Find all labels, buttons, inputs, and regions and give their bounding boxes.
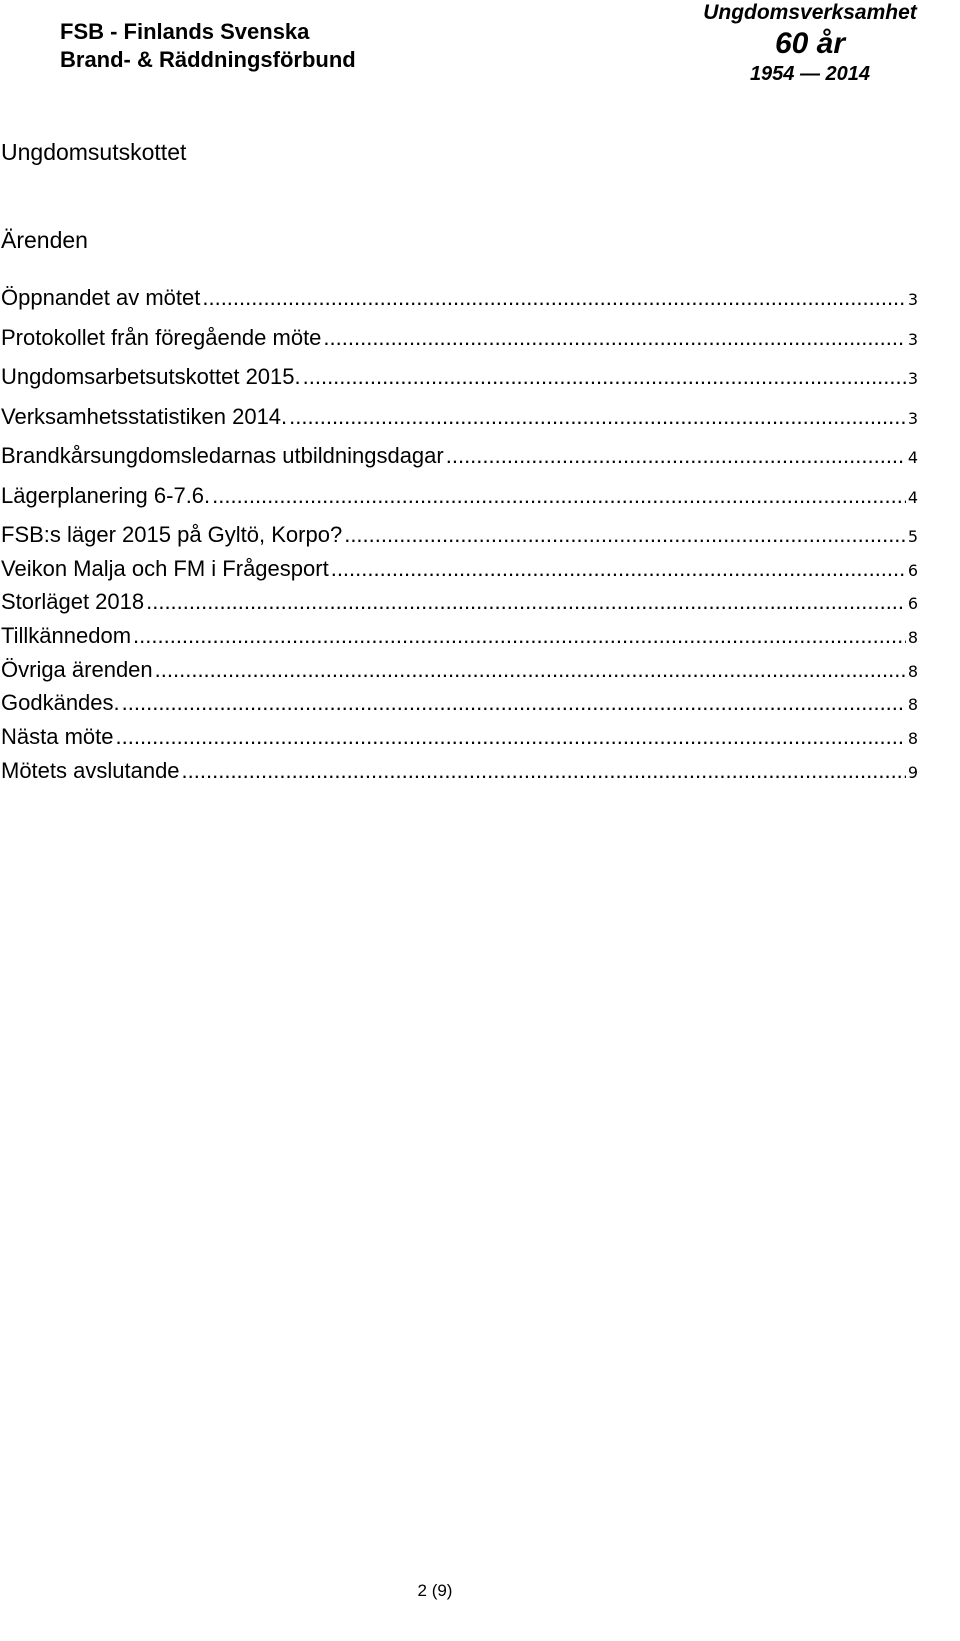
toc-entry[interactable]: [1, 588, 918, 622]
toc-entry[interactable]: [1, 284, 918, 324]
toc-entry-page: 8: [907, 661, 918, 681]
toc-entry-label: Mötets avslutande: [1, 757, 180, 783]
toc-leader-dots: [202, 284, 905, 312]
toc-entry-page: 3: [907, 329, 918, 349]
toc-entry-page: 4: [907, 487, 918, 507]
badge-line3: 1954 — 2014: [749, 63, 871, 85]
toc-entry[interactable]: [1, 555, 918, 589]
anniversary-badge: [690, 0, 930, 86]
toc-entry-label: Brandkårsungdomsledarnas utbildningsdagar: [1, 443, 444, 468]
table-of-contents: [1, 284, 918, 791]
toc-entry-label: Ungdomsarbetsutskottet 2015.: [1, 364, 301, 389]
toc-entry-label: Övriga ärenden: [1, 656, 153, 682]
toc-entry-page: 3: [907, 290, 918, 309]
toc-entry-label: Nästa möte: [1, 724, 114, 750]
toc-entry-label: FSB:s läger 2015 på Gyltö, Korpo?: [1, 522, 343, 547]
toc-entry-label: Öppnandet av mötet: [1, 285, 201, 310]
toc-entry[interactable]: [1, 656, 918, 690]
toc-leader-dots: [155, 656, 906, 684]
organization-name: [60, 18, 356, 74]
toc-entry-page: 3: [907, 369, 918, 388]
toc-entry-page: 4: [907, 448, 918, 467]
toc-entry-page: 8: [907, 729, 918, 749]
toc-entry-page: 8: [907, 628, 918, 648]
page-indicator: 2 (9): [417, 1581, 453, 1600]
toc-entry[interactable]: [1, 403, 918, 443]
toc-leader-dots: [116, 723, 906, 751]
toc-heading: Ärenden: [1, 227, 88, 253]
toc-leader-dots: [212, 482, 906, 510]
toc-entry[interactable]: [1, 723, 918, 757]
toc-entry-page: 9: [907, 762, 918, 782]
toc-entry-label: Veikon Malja och FM i Frågesport: [1, 555, 329, 581]
organization-name-line1: FSB - Finlands Svenska: [60, 19, 310, 44]
toc-entry-label: Godkändes.: [1, 690, 120, 716]
toc-entry-page: 5: [907, 527, 918, 546]
organization-name-line2: Brand- & Räddningsförbund: [60, 47, 356, 72]
toc-leader-dots: [344, 521, 906, 549]
toc-entry-label: Lägerplanering 6-7.6.: [1, 482, 211, 508]
badge-line2: 60 år: [774, 27, 846, 60]
badge-line1: Ungdomsverksamhet: [703, 1, 917, 24]
toc-entry-page: 6: [907, 594, 918, 614]
toc-leader-dots: [146, 588, 906, 616]
toc-entry-label: Storläget 2018: [1, 589, 145, 615]
toc-entry[interactable]: [1, 482, 918, 522]
toc-leader-dots: [122, 689, 906, 717]
toc-leader-dots: [289, 403, 906, 431]
toc-leader-dots: [331, 555, 906, 583]
toc-entry[interactable]: [1, 324, 918, 364]
toc-entry[interactable]: [1, 521, 918, 555]
toc-entry-label: Verksamhetsstatistiken 2014.: [1, 403, 288, 429]
toc-entry[interactable]: [1, 622, 918, 656]
toc-entry-page: 6: [907, 560, 918, 580]
toc-entry[interactable]: [1, 757, 918, 791]
toc-entry-page: 3: [907, 408, 918, 428]
toc-leader-dots: [323, 324, 905, 352]
toc-leader-dots: [182, 757, 906, 785]
toc-entry[interactable]: [1, 689, 918, 723]
toc-leader-dots: [446, 442, 906, 470]
toc-entry-label: Tillkännedom: [1, 623, 132, 649]
toc-entry-page: 8: [907, 695, 918, 715]
toc-leader-dots: [133, 622, 906, 650]
toc-entry[interactable]: [1, 442, 918, 482]
toc-entry[interactable]: [1, 363, 918, 403]
toc-leader-dots: [303, 363, 906, 391]
document-title: Ungdomsutskottet: [1, 139, 187, 165]
toc-entry-label: Protokollet från föregående möte: [1, 324, 322, 350]
